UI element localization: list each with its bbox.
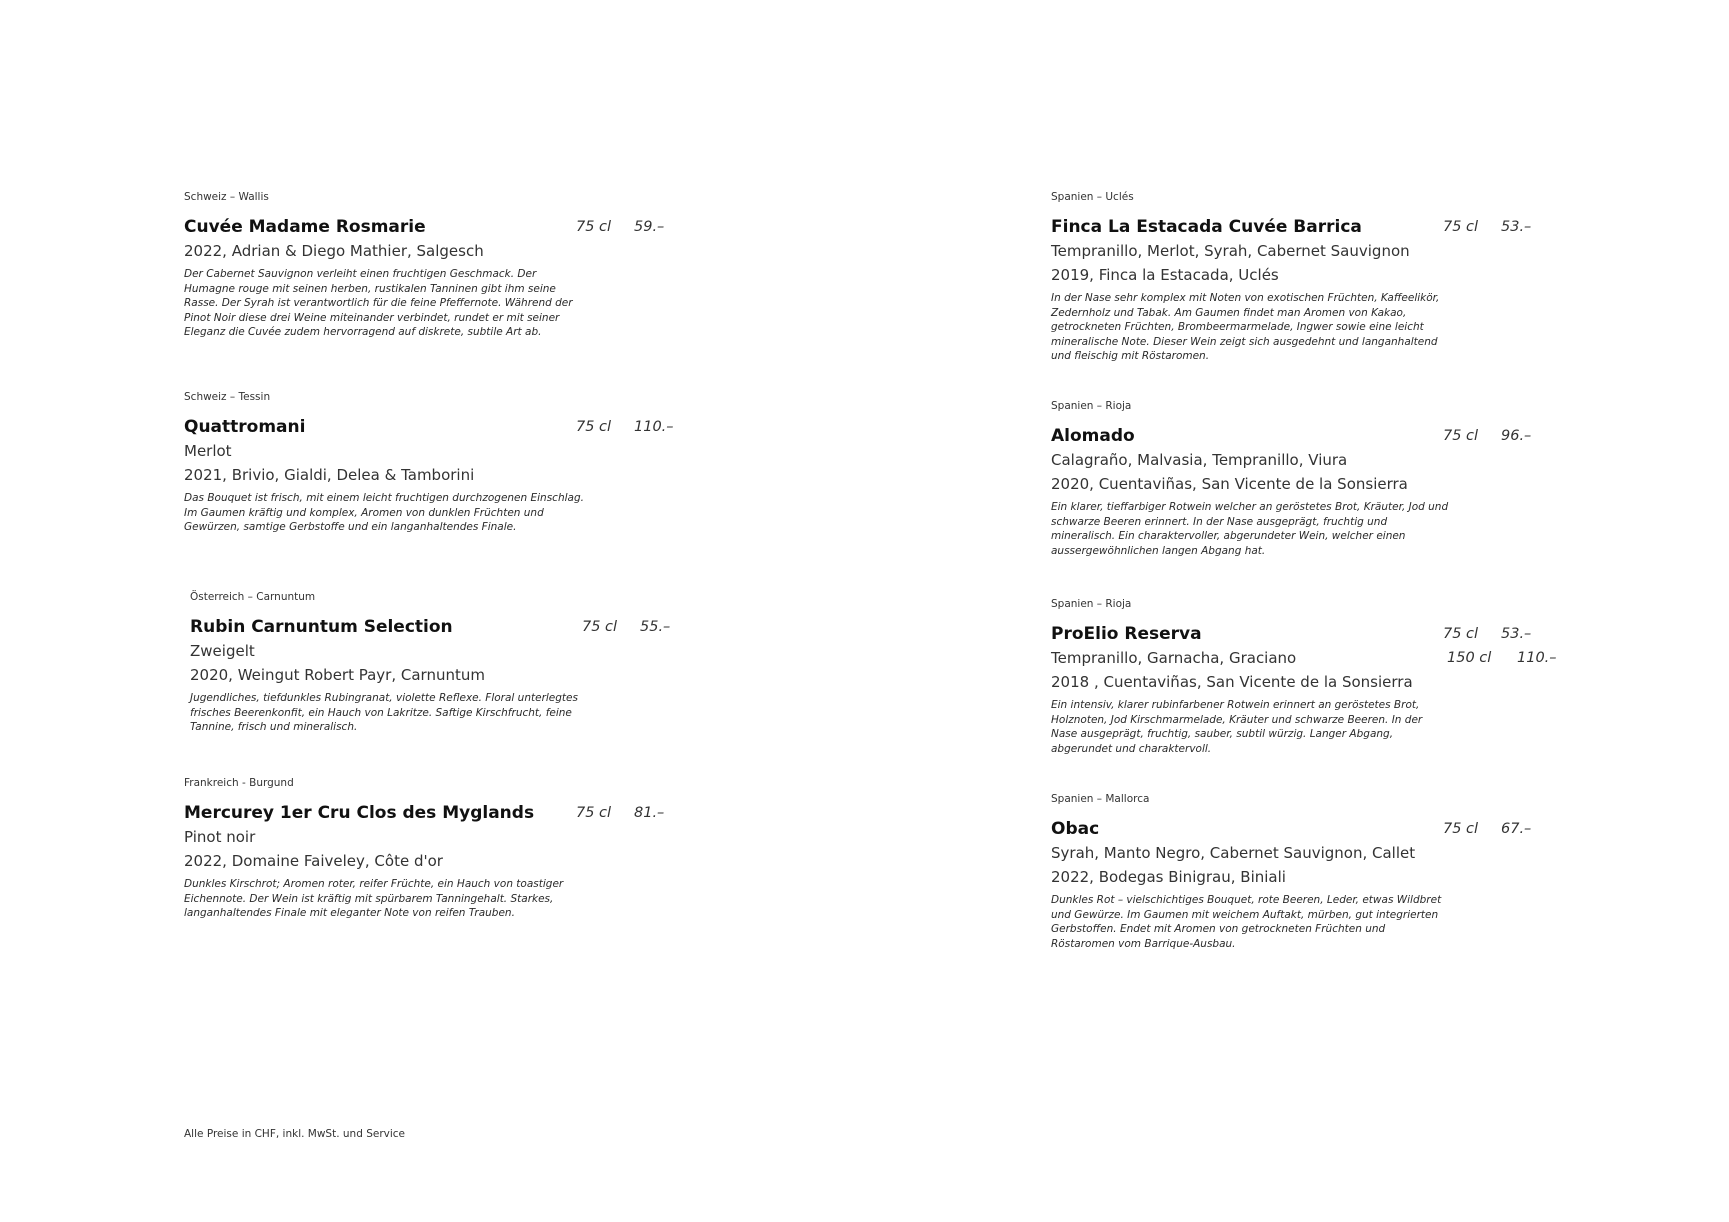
wine-name: Finca La Estacada Cuvée Barrica <box>1051 217 1362 237</box>
wine-volume: 75 cl <box>576 805 612 821</box>
wine-price: 55.– <box>640 619 671 635</box>
wine-detail-line <box>190 664 710 688</box>
wine-region: Spanien – Rioja <box>1051 400 1132 412</box>
wine-name: Cuvée Madame Rosmarie <box>184 217 426 237</box>
wine-name-row <box>1051 623 1571 647</box>
wine-grape: Pinot noir <box>184 828 256 846</box>
wine-price: 81.– <box>634 805 665 821</box>
wine-detail-line <box>1051 240 1571 264</box>
wine-region: Österreich – Carnuntum <box>190 591 316 603</box>
wine-detail-line <box>184 850 704 874</box>
wine-producer: 2021, Brivio, Gialdi, Delea & Tamborini <box>184 466 475 484</box>
wine-entry <box>1051 190 1571 364</box>
wine-description: Ein intensiv, klarer rubinfarbener Rotwein erinnert an geröstetes Brot, Holznoten, Jod Kirschmarmelade, Kräuter und schwarze Beeren. In der Nase ausgeprägt, fruchtig, sauber, subtil würzig. Langer Abgang, abgerundet und charaktervoll. <box>1051 699 1423 755</box>
wine-detail-line <box>1051 449 1571 473</box>
wine-grape: Calagraño, Malvasia, Tempranillo, Viura <box>1051 451 1348 469</box>
wine-grape: Zweigelt <box>190 642 255 660</box>
wine-detail-line <box>1051 671 1571 695</box>
wine-grape: Syrah, Manto Negro, Cabernet Sauvignon, Callet <box>1051 844 1416 862</box>
wine-name-row <box>184 416 704 440</box>
wine-name-row <box>1051 818 1571 842</box>
wine-detail-line <box>184 464 704 488</box>
wine-detail-line <box>1051 264 1571 288</box>
wine-volume: 75 cl <box>582 619 618 635</box>
wine-name-row <box>184 802 704 826</box>
wine-producer: 2022, Bodegas Binigrau, Biniali <box>1051 868 1286 886</box>
wine-detail-line <box>1051 647 1571 671</box>
wine-volume: 75 cl <box>576 219 612 235</box>
wine-description: Jugendliches, tiefdunkles Rubingranat, violette Reflexe. Floral unterlegtes frisches Beerenkonfit, ein Hauch von Lakritze. Saftige Kirschfrucht, feine Tannine, frisch und mineralisch. <box>190 692 578 733</box>
wine-producer: 2022, Adrian & Diego Mathier, Salgesch <box>184 242 484 260</box>
wine-region: Spanien – Uclés <box>1051 191 1134 203</box>
wine-price: 59.– <box>634 219 665 235</box>
wine-volume: 75 cl <box>1443 626 1479 642</box>
wine-region: Spanien – Mallorca <box>1051 793 1150 805</box>
wine-detail-line <box>1051 473 1571 497</box>
wine-grape: Merlot <box>184 442 232 460</box>
wine-price: 96.– <box>1501 428 1532 444</box>
wine-detail-line <box>184 240 704 264</box>
wine-detail-line <box>184 826 704 850</box>
wine-name: Alomado <box>1051 426 1135 446</box>
wine-entry <box>1051 597 1571 756</box>
wine-price-magnum: 110.– <box>1517 650 1557 666</box>
wine-producer: 2018 , Cuentaviñas, San Vicente de la Sonsierra <box>1051 673 1413 691</box>
wine-volume: 75 cl <box>1443 821 1479 837</box>
wine-entry <box>1051 792 1571 951</box>
wine-producer: 2022, Domaine Faiveley, Côte d'or <box>184 852 443 870</box>
wine-volume: 75 cl <box>1443 219 1479 235</box>
wine-detail-line <box>1051 866 1571 890</box>
wine-price: 53.– <box>1501 219 1532 235</box>
wine-region: Frankreich - Burgund <box>184 777 294 789</box>
wine-producer: 2020, Weingut Robert Payr, Carnuntum <box>190 666 485 684</box>
wine-description: Ein klarer, tieffarbiger Rotwein welcher an geröstetes Brot, Kräuter, Jod und schwarze Beeren erinnert. In der Nase ausgeprägt, fruchtig und mineralisch. Ein charaktervoller, abgerundeter Wein, welcher einen aussergewöhnlichen langen Abgang hat. <box>1051 501 1449 557</box>
wine-detail-line <box>1051 842 1571 866</box>
wine-entry <box>184 390 704 535</box>
wine-producer: 2020, Cuentaviñas, San Vicente de la Sonsierra <box>1051 475 1408 493</box>
wine-region: Schweiz – Wallis <box>184 191 269 203</box>
wine-description: In der Nase sehr komplex mit Noten von exotischen Früchten, Kaffeelikör, Zedernholz und Tabak. Am Gaumen findet man Aromen von Kakao, getrockneten Früchten, Brombeermarmelade, Ingwer sowie eine leicht mineralische Note. Dieser Wein zeigt sich ausgedehnt und langanhaltend und fleischig mit Röstaromen. <box>1051 292 1440 362</box>
wine-name-row <box>190 616 710 640</box>
wine-volume: 75 cl <box>1443 428 1479 444</box>
wine-description: Der Cabernet Sauvignon verleiht einen fruchtigen Geschmack. Der Humagne rouge mit seinen herben, rustikalen Tanninen gibt ihm seine Rasse. Der Syrah ist verantwortlich für die feine Pfeffernote. Während der Pinot Noir diese drei Weine miteinander verbindet, rundet er mit seiner Eleganz die Cuvée zudem hervorragend auf diskrete, subtile Art ab. <box>184 268 573 338</box>
wine-volume-magnum: 150 cl <box>1447 650 1492 666</box>
wine-description: Das Bouquet ist frisch, mit einem leicht fruchtigen durchzogenen Einschlag. Im Gaumen kräftig und komplex, Aromen von dunklen Früchten und Gewürzen, samtige Gerbstoffe und ein langanhaltendes Finale. <box>184 492 584 533</box>
wine-detail-line <box>184 440 704 464</box>
wine-name-row <box>184 216 704 240</box>
wine-price: 53.– <box>1501 626 1532 642</box>
wine-volume: 75 cl <box>576 419 612 435</box>
wine-name-row <box>1051 216 1571 240</box>
wine-grape: Tempranillo, Merlot, Syrah, Cabernet Sauvignon <box>1051 242 1410 260</box>
wine-name: Mercurey 1er Cru Clos des Myglands <box>184 803 535 823</box>
wine-name-row <box>1051 425 1571 449</box>
wine-name: Quattromani <box>184 417 306 437</box>
wine-description: Dunkles Kirschrot; Aromen roter, reifer Früchte, ein Hauch von toastiger Eichennote. Der Wein ist kräftig mit spürbarem Tanningehalt. Starkes, langanhaltendes Finale mit eleganter Note von reifen Trauben. <box>184 878 564 919</box>
wine-entry <box>190 590 710 735</box>
wine-description: Dunkles Rot – vielschichtiges Bouquet, rote Beeren, Leder, etwas Wildbret und Gewürze. Im Gaumen mit weichem Auftakt, mürben, gut integrierten Gerbstoffen. Endet mit Aromen von getrockneten Früchten und Röstaromen vom Barrique-Ausbau. <box>1051 894 1442 950</box>
wine-producer: 2019, Finca la Estacada, Uclés <box>1051 266 1279 284</box>
wine-entry <box>184 776 704 921</box>
wine-region: Spanien – Rioja <box>1051 598 1132 610</box>
wine-name: Obac <box>1051 819 1100 839</box>
wine-detail-line <box>190 640 710 664</box>
wine-entry <box>1051 399 1571 558</box>
wine-name: Rubin Carnuntum Selection <box>190 617 453 637</box>
wine-name: ProElio Reserva <box>1051 624 1202 644</box>
wine-price: 67.– <box>1501 821 1532 837</box>
wine-entry <box>184 190 704 340</box>
wine-grape: Tempranillo, Garnacha, Graciano <box>1051 649 1297 667</box>
wine-price: 110.– <box>634 419 674 435</box>
price-footnote: Alle Preise in CHF, inkl. MwSt. und Service <box>184 1128 406 1140</box>
wine-region: Schweiz – Tessin <box>184 391 271 403</box>
